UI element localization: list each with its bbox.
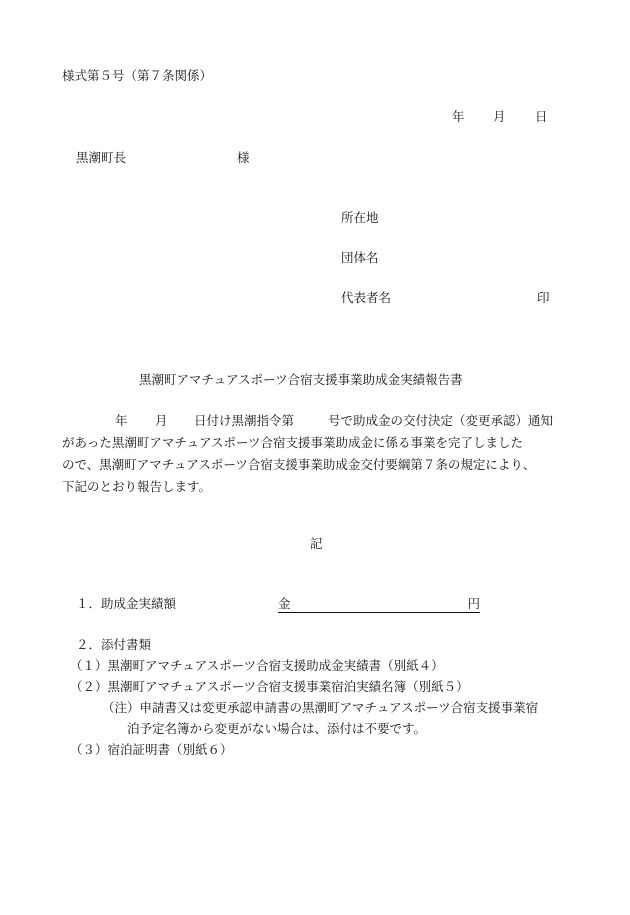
attachment-2: （２）黒潮町アマチュアスポーツ合宿支援事業宿泊実績名簿（別紙５） bbox=[70, 679, 469, 694]
date-day-label: 日 bbox=[535, 109, 548, 124]
attachment-3: （３）宿泊証明書（別紙６） bbox=[70, 742, 233, 757]
ki-heading: 記 bbox=[310, 536, 323, 551]
date-year-label: 年 bbox=[452, 109, 465, 124]
body-line2: があった黒潮町アマチュアスポーツ合宿支援事業助成金に係る事業を完了しました bbox=[62, 435, 524, 450]
attachment-1: （１）黒潮町アマチュアスポーツ合宿支援助成金実績書（別紙４） bbox=[70, 658, 444, 673]
body-line1-rest: 号で助成金の交付決定（変更承認）通知 bbox=[328, 413, 554, 428]
body-line4: 下記のとおり報告します。 bbox=[62, 479, 212, 494]
body-line3: ので、黒潮町アマチュアスポーツ合宿支援事業助成金交付要綱第７条の規定により、 bbox=[62, 457, 536, 472]
item2-label: ２．添付書類 bbox=[76, 637, 152, 652]
date-month-label: 月 bbox=[493, 109, 506, 124]
form-number: 様式第５号（第７条関係） bbox=[62, 68, 213, 83]
organization-label: 団体名 bbox=[341, 250, 379, 265]
amount-line bbox=[278, 598, 480, 613]
note-line-2: 泊予定名簿から変更がない場合は、添付は不要です。 bbox=[127, 721, 427, 736]
addressee-name: 黒潮町長 bbox=[76, 150, 127, 165]
body-year-label: 年 bbox=[115, 413, 128, 428]
representative-label: 代表者名 bbox=[341, 290, 392, 305]
amount-suffix: 円 bbox=[467, 596, 480, 611]
note-line-1: （注）申請書又は変更承認申請書の黒潮町アマチュアスポーツ合宿支援事業宿 bbox=[102, 700, 539, 715]
document-title: 黒潮町アマチュアスポーツ合宿支援事業助成金実績報告書 bbox=[139, 372, 463, 387]
addressee-honorific: 様 bbox=[237, 150, 250, 165]
body-date-text: 日付け黒潮指令第 bbox=[194, 413, 295, 428]
location-label: 所在地 bbox=[341, 210, 379, 225]
body-month-label: 月 bbox=[155, 413, 168, 428]
amount-prefix: 金 bbox=[278, 596, 291, 611]
seal-mark: 印 bbox=[537, 290, 550, 305]
item1-label: １．助成金実績額 bbox=[76, 596, 177, 611]
